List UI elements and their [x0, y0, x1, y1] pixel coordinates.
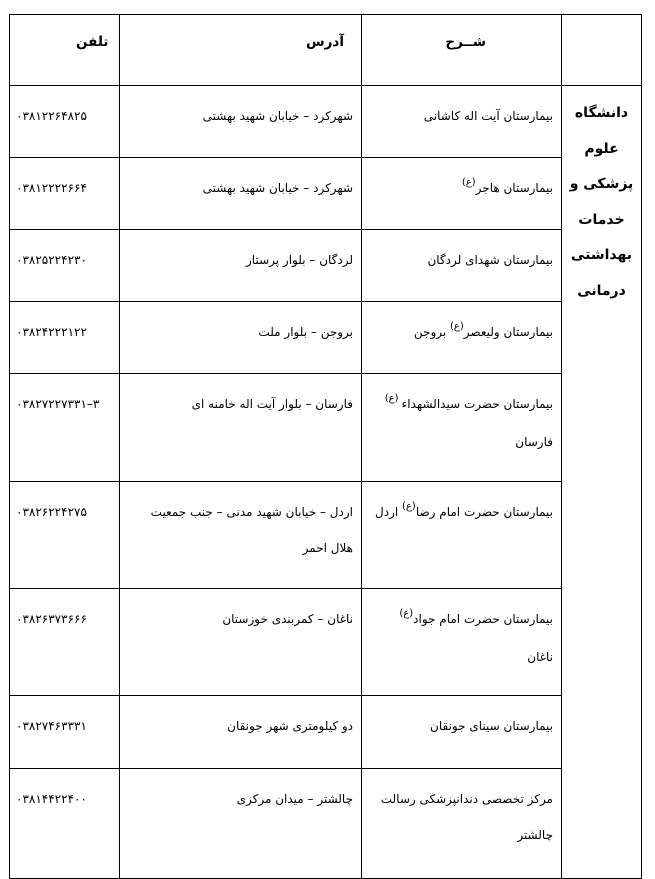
- university-line: پزشکی و: [569, 176, 634, 192]
- header-address: آدرس: [120, 15, 362, 86]
- phone-cell: ۰۳۸۲۶۳۷۳۶۶۶: [10, 589, 120, 696]
- university-line: علوم: [584, 140, 619, 157]
- university-line: خدمات: [578, 211, 625, 228]
- phone-cell: ۰۳۸۱۲۲۶۴۸۲۵: [10, 86, 120, 158]
- description-cell: بیمارستان هاجر$^{(ع)}$: [362, 158, 562, 230]
- table-row: [10, 374, 642, 482]
- address-cell: شهرکرد – خیابان شهید بهشتی: [120, 86, 362, 158]
- phone-cell: ۰۳۸۲۷۲۲۷۳۳۱–۳: [10, 374, 120, 482]
- description-cell: بیمارستان حضرت امام جواد$^{(ع)}$ ناغان: [362, 589, 562, 696]
- phone-cell: ۰۳۸۱۴۴۲۲۴۰۰: [10, 769, 120, 879]
- table-row: [10, 86, 642, 158]
- table-row: [10, 302, 642, 374]
- phone-cell: ۰۳۸۲۵۲۲۴۲۳۰: [10, 230, 120, 302]
- hospital-directory-table: [9, 14, 642, 879]
- header-phone: تلفن: [10, 15, 120, 86]
- address-cell: چالشتر – میدان مرکزی: [120, 769, 362, 879]
- address-cell: اردل – خیابان شهید مدنی – جنب جمعیت هلال احمر: [120, 482, 362, 589]
- address-cell: لردگان – بلوار پرستار: [120, 230, 362, 302]
- university-line: بهداشتی: [570, 247, 633, 263]
- table-header-row: [10, 15, 642, 86]
- university-line: دانشگاه: [574, 105, 629, 121]
- address-cell: فارسان – بلوار آیت اله خامنه ای: [120, 374, 362, 482]
- description-cell: بیمارستان شهدای لردگان: [362, 230, 562, 302]
- university-line: درمانی: [577, 282, 626, 299]
- description-cell: بیمارستان حضرت سیدالشهداء $^{(ع)}$ فارسان: [362, 374, 562, 482]
- table-row: [10, 158, 642, 230]
- phone-cell: ۰۳۸۲۴۲۲۲۱۲۲: [10, 302, 120, 374]
- description-cell: بیمارستان حضرت امام رضا$^{(ع)}$ اردل: [362, 482, 562, 589]
- table-row: [10, 230, 642, 302]
- table-row: [10, 482, 642, 589]
- description-cell: مرکز تخصصی دندانپزشکی رسالت چالشتر: [362, 769, 562, 879]
- table-row: [10, 589, 642, 696]
- university-cell: [562, 86, 642, 879]
- phone-cell: ۰۳۸۱۲۲۲۲۶۶۴: [10, 158, 120, 230]
- description-cell: بیمارستان آیت اله کاشانی: [362, 86, 562, 158]
- phone-cell: ۰۳۸۲۶۲۲۴۲۷۵: [10, 482, 120, 589]
- address-cell: ناغان – کمربندی خوزستان: [120, 589, 362, 696]
- header-university: [562, 15, 642, 86]
- header-description: شــرح: [362, 15, 562, 86]
- table-row: [10, 769, 642, 879]
- description-cell: بیمارستان سینای جونقان: [362, 696, 562, 769]
- phone-cell: ۰۳۸۲۷۴۶۳۳۳۱: [10, 696, 120, 769]
- description-cell: بیمارستان ولیعصر$^{(ع)}$ بروجن: [362, 302, 562, 374]
- address-cell: شهرکرد – خیابان شهید بهشتی: [120, 158, 362, 230]
- address-cell: بروجن – بلوار ملت: [120, 302, 362, 374]
- address-cell: دو کیلومتری شهر جونقان: [120, 696, 362, 769]
- table-row: [10, 696, 642, 769]
